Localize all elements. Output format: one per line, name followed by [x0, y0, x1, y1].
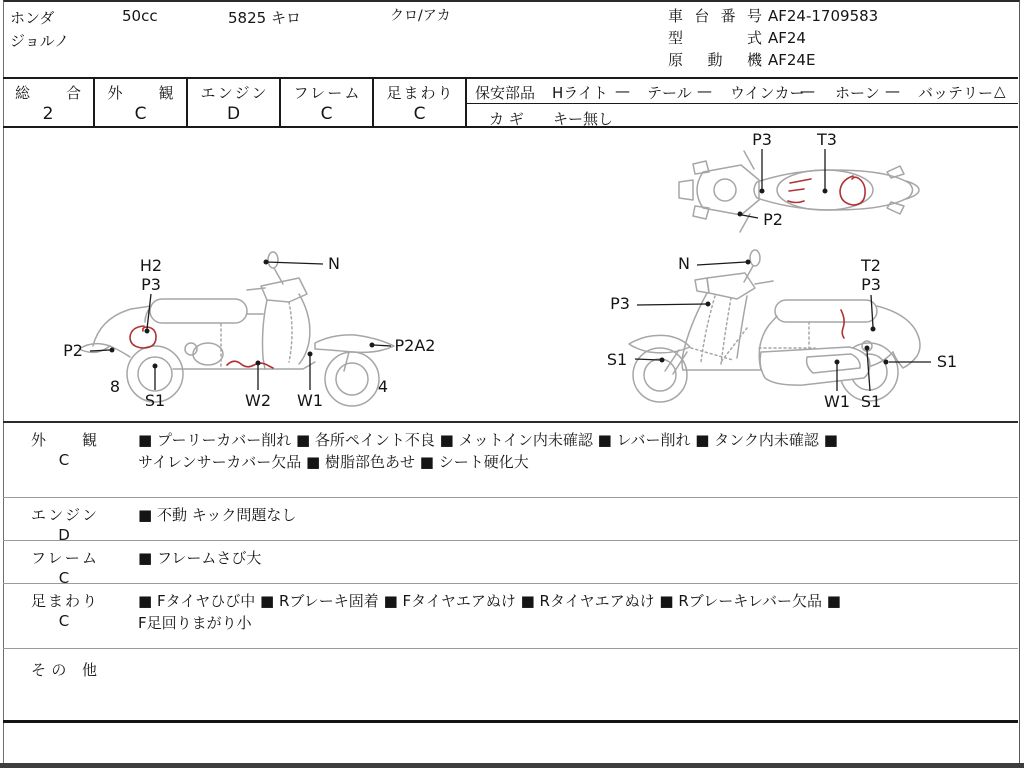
condition-row-undercarriage [3, 583, 1018, 648]
chassis-row [668, 5, 878, 27]
damage-diagram-area [3, 128, 1018, 421]
condition-comments [138, 429, 1004, 473]
comment-line: ■ Fタイヤひび中 ■ Rブレーキ固着 ■ Fタイヤエアぬけ ■ Rタイヤエアぬけ ■ Rブレーキレバー欠品 ■ [138, 592, 841, 610]
rating-undercarriage-value: C [413, 104, 426, 124]
condition-grade: C [58, 451, 70, 469]
type-label: 型 式 [668, 29, 762, 47]
ratings-band [3, 77, 1018, 128]
comment-line: ■ フレームさび大 [138, 549, 262, 567]
safety-item-winker: ウインカー [730, 84, 805, 102]
body-color: クロ/アカ [390, 8, 451, 24]
label-p2a2: P2A2 [394, 336, 436, 355]
rating-undercarriage [374, 79, 467, 126]
condition-label: 足まわり [31, 592, 97, 610]
rating-frame-value: C [320, 104, 333, 124]
rating-frame [281, 79, 374, 126]
damage-diagram-svg [3, 128, 1018, 421]
damage-marks-side-right [841, 310, 844, 338]
label-n: N [328, 254, 340, 273]
comment-line: ■ 不動 キック問題なし [138, 506, 297, 524]
comment-line: ■ プーリーカバー削れ ■ 各所ペイント不良 ■ メットイン内未確認 ■ レバー削れ ■ タンク内未確認 ■ [138, 431, 838, 449]
label-p2: P2 [763, 210, 783, 229]
label-w1: W1 [824, 392, 850, 411]
comment-line: サイレンサーカバー欠品 ■ 樹脂部色あせ ■ シート硬化大 [138, 453, 529, 471]
condition-row-exterior [3, 421, 1018, 497]
label-w2: W2 [245, 391, 271, 410]
label-s1-rear: S1 [936, 352, 958, 371]
rating-undercarriage-label: 足まわり [386, 84, 453, 102]
rating-exterior-label: 外 観 [107, 84, 174, 102]
safety-item-battery: バッテリー [918, 84, 994, 102]
comment-line: F足回りまがり小 [138, 614, 252, 632]
safety-item-headlight: Hライト [552, 84, 608, 102]
bottom-divider [3, 720, 1018, 723]
type-value: AF24 [768, 29, 806, 47]
condition-row-frame [3, 540, 1018, 587]
safety-item-winker-status: — [800, 82, 815, 100]
safety-parts-title: 保安部品 [475, 84, 536, 102]
displacement: 50cc [122, 7, 158, 25]
condition-label: その 他 [31, 661, 97, 679]
safety-item-headlight-status: — [615, 82, 630, 100]
leader-lines-top-view [742, 149, 825, 218]
label-p3-top: P3 [861, 275, 881, 294]
label-p3: P3 [141, 275, 161, 294]
condition-grade: C [58, 612, 70, 630]
condition-row-engine [3, 497, 1018, 544]
key-row [467, 104, 1018, 130]
label-n: N [678, 254, 690, 273]
label-w1: W1 [297, 391, 323, 410]
condition-label: 外 観 [31, 431, 97, 449]
scooter-top-view-outline [679, 151, 919, 232]
rating-engine [188, 79, 281, 126]
rating-overall-value: 2 [42, 104, 54, 124]
label-4: 4 [377, 377, 389, 396]
label-s1-bottom: S1 [860, 392, 882, 411]
rating-frame-label: フレーム [293, 84, 360, 102]
condition-label: エンジン [31, 506, 97, 524]
safety-item-tail-status: — [697, 82, 712, 100]
labels-side-right [607, 254, 957, 411]
labels-side-left [63, 254, 435, 410]
key-label: カ ギ [489, 110, 524, 128]
label-p3: P3 [752, 130, 772, 149]
label-h2: H2 [139, 256, 163, 275]
label-8: 8 [109, 377, 121, 396]
label-t2: T2 [861, 256, 881, 275]
condition-row-other [3, 648, 1018, 720]
identification-block [668, 5, 878, 71]
chassis-number: AF24-1709583 [768, 7, 879, 25]
rating-engine-label: エンジン [200, 84, 267, 102]
label-p3-front: P3 [610, 294, 630, 313]
scooter-side-left-outline [79, 252, 394, 406]
label-s1: S1 [144, 391, 166, 410]
condition-comments [138, 590, 1004, 634]
safety-item-horn-status: — [885, 82, 900, 100]
safety-item-battery-status: △ [994, 82, 1006, 100]
rating-overall [3, 79, 95, 126]
condition-label: フレーム [31, 549, 97, 567]
rating-overall-label: 総 合 [15, 84, 81, 102]
label-p2: P2 [63, 341, 83, 360]
rating-engine-value: D [226, 104, 241, 124]
label-s1-front: S1 [606, 350, 628, 369]
leader-lines-side-left [90, 262, 391, 390]
safety-item-horn: ホーン [835, 84, 880, 102]
key-value: キー無し [553, 110, 614, 128]
engine-value: AF24E [768, 51, 816, 69]
rating-exterior [95, 79, 188, 126]
sheet-bottom-edge [0, 763, 1024, 768]
condition-grade: C [58, 569, 70, 587]
condition-grade: D [58, 526, 70, 544]
safety-parts-row [467, 79, 1018, 104]
safety-parts-cell [467, 79, 1018, 126]
model-name: ジョルノ [10, 32, 70, 50]
damage-marks-side-left [130, 326, 273, 368]
condition-comments [138, 547, 1004, 569]
mileage: 5825 キロ [228, 9, 301, 27]
engine-row [668, 49, 878, 71]
rating-exterior-value: C [134, 104, 147, 124]
condition-comments [138, 504, 1004, 526]
label-t3: T3 [817, 130, 837, 149]
safety-item-tail: テール [647, 84, 692, 102]
maker-name: ホンダ [10, 9, 55, 27]
engine-label: 原 動 機 [668, 51, 762, 69]
chassis-label: 車台番号 [668, 7, 762, 25]
type-row [668, 27, 878, 49]
